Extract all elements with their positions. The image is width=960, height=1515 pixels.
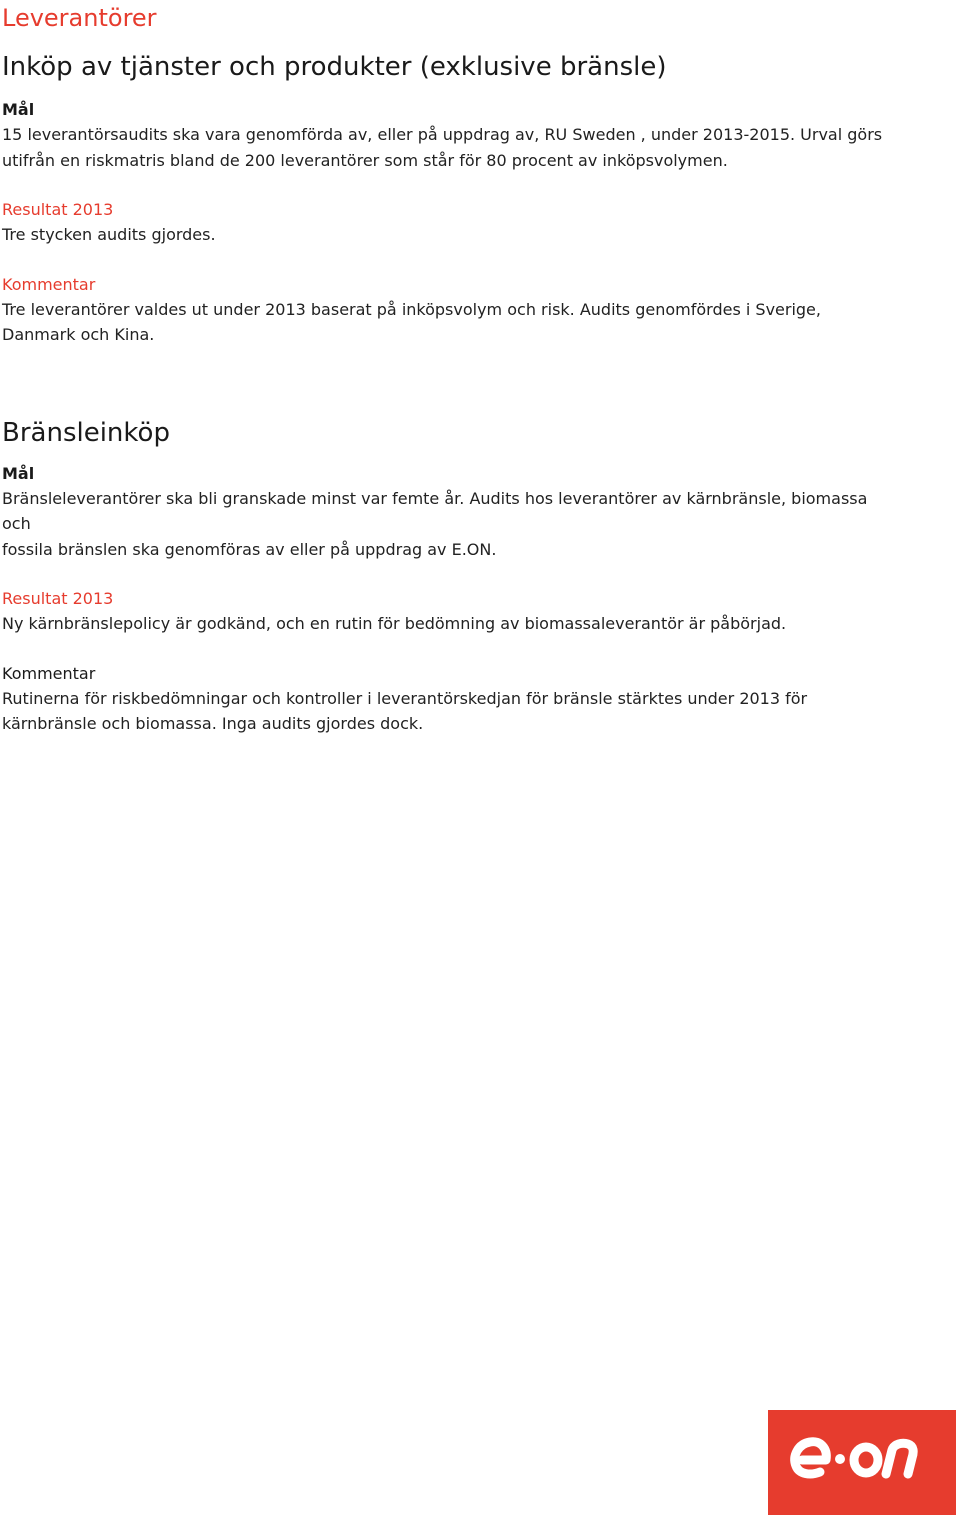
goal-text: Bränsleleverantörer ska bli granskade minst var femte år. Audits hos leverantörer av kärnbränsle, biomassa och fossila bränslen ska genomföras av eller på uppdrag av E.ON. [2,488,868,559]
section-title: Inköp av tjänster och produkter (exklusive bränsle) [2,52,667,82]
eon-logo-icon [768,1410,956,1515]
comment-label: Kommentar [2,274,96,294]
page-title: Leverantörer [2,4,157,32]
eon-logo [768,1410,956,1515]
comment-label: Kommentar [2,663,96,683]
section-services-purchasing [2,50,902,348]
goal-text: 15 leverantörsaudits ska vara genomförda av, eller på uppdrag av, RU Sweden , under 2013-2015. Urval görs utifrån en riskmatris bland de 200 leverantörer som står för 80 procent av inköpsvolymen. [2,125,883,170]
document-page [2,0,902,762]
goal-label: Mål [2,100,35,119]
result-text: Tre stycken audits gjordes. [2,225,216,244]
comment-text: Tre leverantörer valdes ut under 2013 baserat på inköpsvolym och risk. Audits genomfördes i Sverige, Danmark och Kina. [2,299,821,344]
section-title: Bränsleinköp [2,417,170,448]
eon-logo-text: e.on [768,1410,771,1411]
goal-label: Mål [2,463,35,483]
section-fuel-purchasing [2,416,902,737]
result-label: Resultat 2013 [2,200,114,219]
result-label: Resultat 2013 [2,589,114,608]
comment-text: Rutinerna för riskbedömningar och kontroller i leverantörskedjan för bränsle stärktes under 2013 för kärnbränsle och biomassa. Inga audits gjordes dock. [2,688,808,733]
result-text: Ny kärnbränslepolicy är godkänd, och en rutin för bedömning av biomassaleverantör är påbörjad. [2,614,787,633]
